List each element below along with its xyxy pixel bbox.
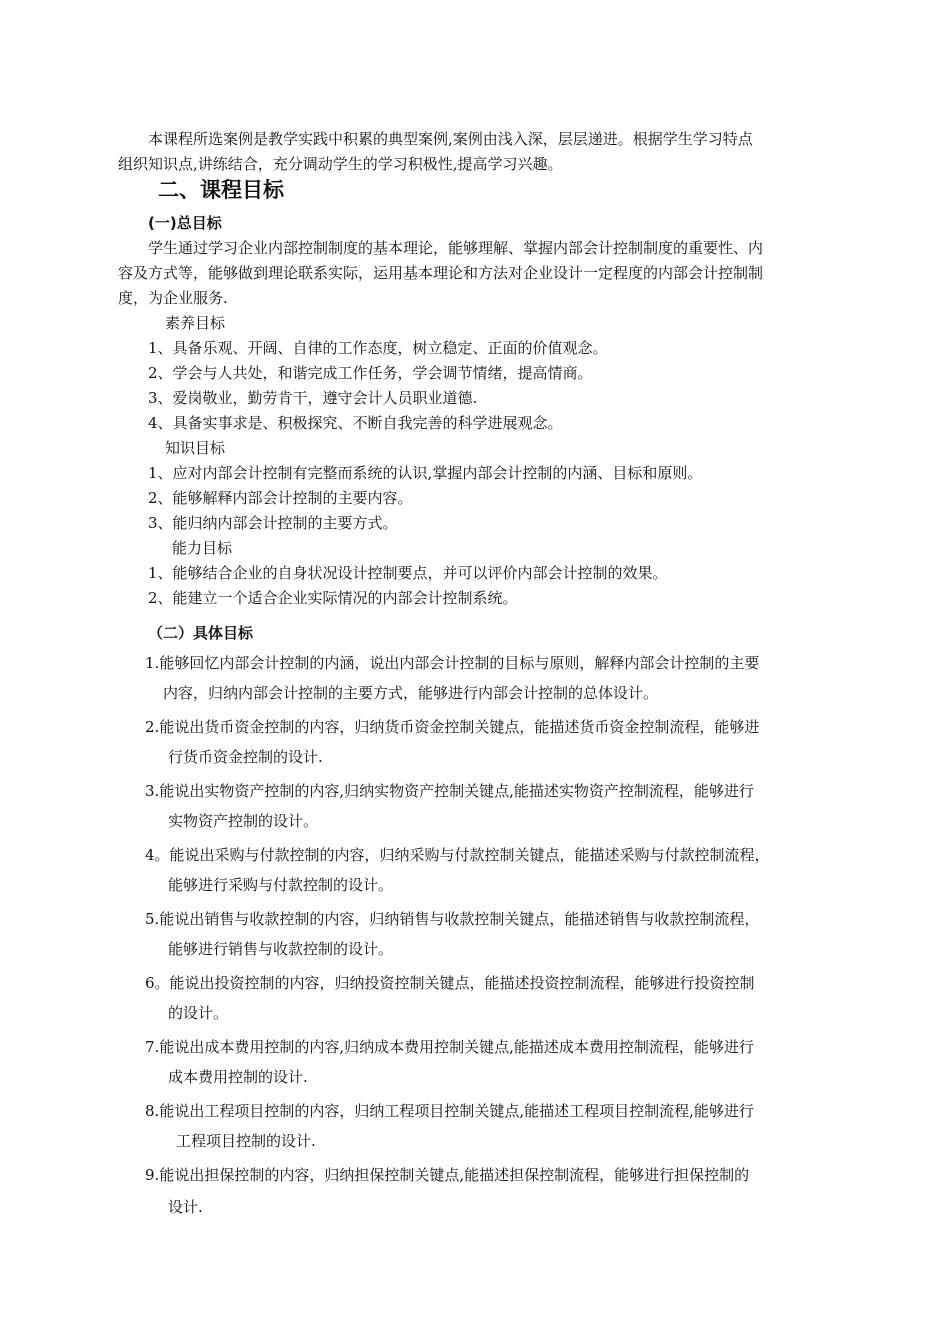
specific-item-6-line-1 bbox=[145, 972, 755, 994]
specific-item-8-line-1 bbox=[145, 1100, 754, 1122]
item-number: 8. bbox=[145, 1102, 160, 1120]
specific-item-6-line-2: 的设计。 bbox=[168, 1004, 229, 1022]
specific-item-1-line-1 bbox=[145, 652, 759, 674]
specific-item-2-line-1 bbox=[145, 716, 759, 738]
item-text: 能说出采购与付款控制的内容，归纳采购与付款控制关键点，能描述采购与付款控制流程， bbox=[169, 846, 770, 864]
item-text: 能说出成本费用控制的内容,归纳成本费用控制关键点,能描述成本费用控制流程，能够进行 bbox=[159, 1038, 754, 1056]
item-text: 能说出担保控制的内容，归纳担保控制关键点,能描述担保控制流程，能够进行担保控制的 bbox=[159, 1166, 750, 1184]
item-number: 9. bbox=[145, 1166, 160, 1184]
intro-line-2: 组织知识点,讲练结合，充分调动学生的学习积极性,提高学习兴趣。 bbox=[118, 155, 563, 173]
knowledge-item-1: 1、应对内部会计控制有完整而系统的认识,掌握内部会计控制的内涵、目标和原则。 bbox=[148, 464, 703, 482]
specific-item-5-line-2: 能够进行销售与收款控制的设计。 bbox=[168, 940, 394, 958]
item-text: 能说出投资控制的内容，归纳投资控制关键点，能描述投资控制流程，能够进行投资控制 bbox=[169, 974, 755, 992]
specific-item-1-line-2: 内容，归纳内部会计控制的主要方式，能够进行内部会计控制的总体设计。 bbox=[163, 684, 659, 702]
specific-item-7-line-1 bbox=[145, 1036, 754, 1058]
section-title: 二、课程目标 bbox=[158, 178, 284, 202]
specific-heading: （二）具体目标 bbox=[148, 624, 254, 642]
quality-item-2: 2、学会与人共处，和谐完成工作任务，学会调节情绪，提高情商。 bbox=[148, 364, 593, 382]
item-number: 4。 bbox=[145, 846, 170, 864]
item-number: 1. bbox=[145, 654, 160, 672]
item-number: 7. bbox=[145, 1038, 160, 1056]
specific-item-8-line-2: 工程项目控制的设计. bbox=[176, 1132, 316, 1150]
quality-item-1: 1、具备乐观、开阔、自律的工作态度，树立稳定、正面的价值观念。 bbox=[148, 339, 608, 357]
specific-item-2-line-2: 行货币资金控制的设计. bbox=[168, 748, 323, 766]
ability-label: 能力目标 bbox=[172, 539, 233, 557]
specific-item-4-line-2: 能够进行采购与付款控制的设计。 bbox=[168, 876, 394, 894]
ability-item-2: 2、能建立一个适合企业实际情况的内部会计控制系统。 bbox=[148, 589, 518, 607]
general-para-line-2: 容及方式等，能够做到理论联系实际，运用基本理论和方法对企业设计一定程度的内部会计控制制 bbox=[118, 264, 764, 282]
specific-item-9-line-1 bbox=[145, 1164, 749, 1186]
quality-item-4: 4、具备实事求是、积极探究、不断自我完善的科学进展观念。 bbox=[148, 414, 563, 432]
item-text: 能说出货币资金控制的内容，归纳货币资金控制关键点，能描述货币资金控制流程，能够进 bbox=[159, 718, 760, 736]
knowledge-item-2: 2、能够解释内部会计控制的主要内容。 bbox=[148, 489, 413, 507]
quality-label: 素养目标 bbox=[165, 314, 226, 332]
item-text: 能够回忆内部会计控制的内涵，说出内部会计控制的目标与原则，解释内部会计控制的主要 bbox=[159, 654, 760, 672]
knowledge-label: 知识目标 bbox=[165, 439, 226, 457]
general-heading: (一)总目标 bbox=[148, 214, 222, 232]
item-text: 能说出工程项目控制的内容，归纳工程项目控制关键点,能描述工程项目控制流程,能够进行 bbox=[159, 1102, 754, 1120]
intro-line-1: 本课程所选案例是教学实践中积累的典型案例,案例由浅入深，层层递进。根据学生学习特点 bbox=[148, 130, 753, 148]
quality-item-3: 3、爱岗敬业，勤劳肯干，遵守会计人员职业道德. bbox=[148, 389, 478, 407]
knowledge-item-3: 3、能归纳内部会计控制的主要方式。 bbox=[148, 514, 398, 532]
item-number: 3. bbox=[145, 782, 160, 800]
item-number: 6。 bbox=[145, 974, 170, 992]
item-number: 2. bbox=[145, 718, 160, 736]
general-para-line-3: 度，为企业服务. bbox=[118, 289, 228, 307]
ability-item-1: 1、能够结合企业的自身状况设计控制要点，并可以评价内部会计控制的效果。 bbox=[148, 564, 668, 582]
item-text: 能说出实物资产控制的内容,归纳实物资产控制关键点,能描述实物资产控制流程，能够进行 bbox=[159, 782, 754, 800]
specific-item-4-line-1 bbox=[145, 844, 770, 866]
item-number: 5. bbox=[145, 910, 160, 928]
item-text: 能说出销售与收款控制的内容，归纳销售与收款控制关键点，能描述销售与收款控制流程， bbox=[159, 910, 760, 928]
specific-item-5-line-1 bbox=[145, 908, 759, 930]
specific-item-3-line-2: 实物资产控制的设计。 bbox=[168, 812, 319, 830]
specific-item-9-line-2: 设计. bbox=[168, 1198, 203, 1216]
general-para-line-1: 学生通过学习企业内部控制制度的基本理论，能够理解、掌握内部会计控制制度的重要性、内 bbox=[148, 239, 764, 257]
specific-item-3-line-1 bbox=[145, 780, 754, 802]
specific-item-7-line-2: 成本费用控制的设计. bbox=[168, 1068, 308, 1086]
